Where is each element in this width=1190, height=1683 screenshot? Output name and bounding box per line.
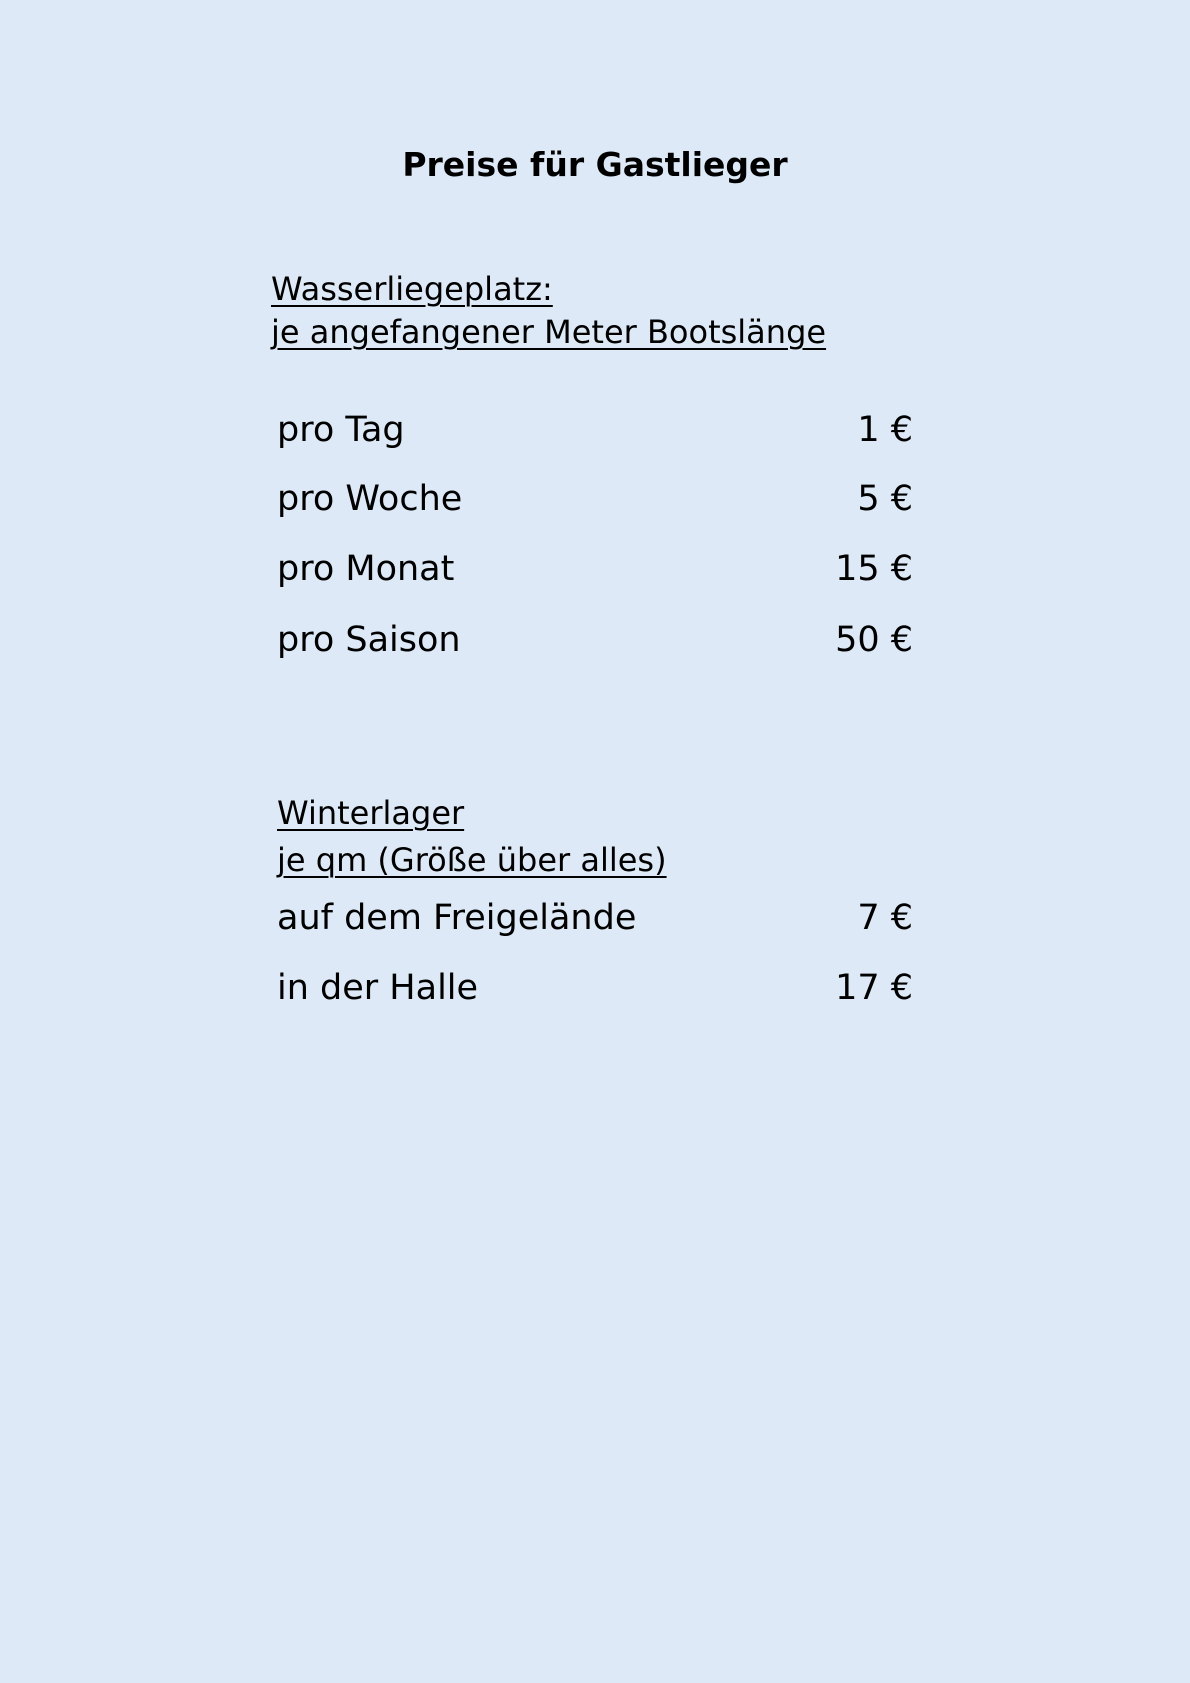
price-row (277, 477, 913, 521)
price-label: auf dem Freigelände (277, 898, 637, 938)
price-value: 50 € (835, 620, 913, 660)
price-value: 5 € (857, 479, 913, 519)
section-heading-line1: Wasserliegeplatz: (271, 270, 553, 308)
section-heading-line2: je qm (Größe über alles) (277, 841, 667, 879)
price-row (277, 408, 913, 452)
price-label: in der Halle (277, 968, 479, 1008)
price-label: pro Woche (277, 479, 463, 519)
price-value: 15 € (835, 549, 913, 589)
price-value: 1 € (857, 410, 913, 450)
page-title: Preise für Gastlieger (402, 145, 788, 184)
price-value: 7 € (857, 898, 913, 938)
price-value: 17 € (835, 968, 913, 1008)
price-label: pro Saison (277, 620, 461, 660)
section-heading-line2: je angefangener Meter Bootslänge (271, 313, 827, 351)
price-label: pro Monat (277, 549, 455, 589)
price-row (277, 618, 913, 662)
price-row (277, 547, 913, 591)
price-row (277, 896, 913, 940)
price-label: pro Tag (277, 410, 405, 450)
section-heading-line1: Winterlager (277, 794, 465, 832)
price-row (277, 966, 913, 1010)
